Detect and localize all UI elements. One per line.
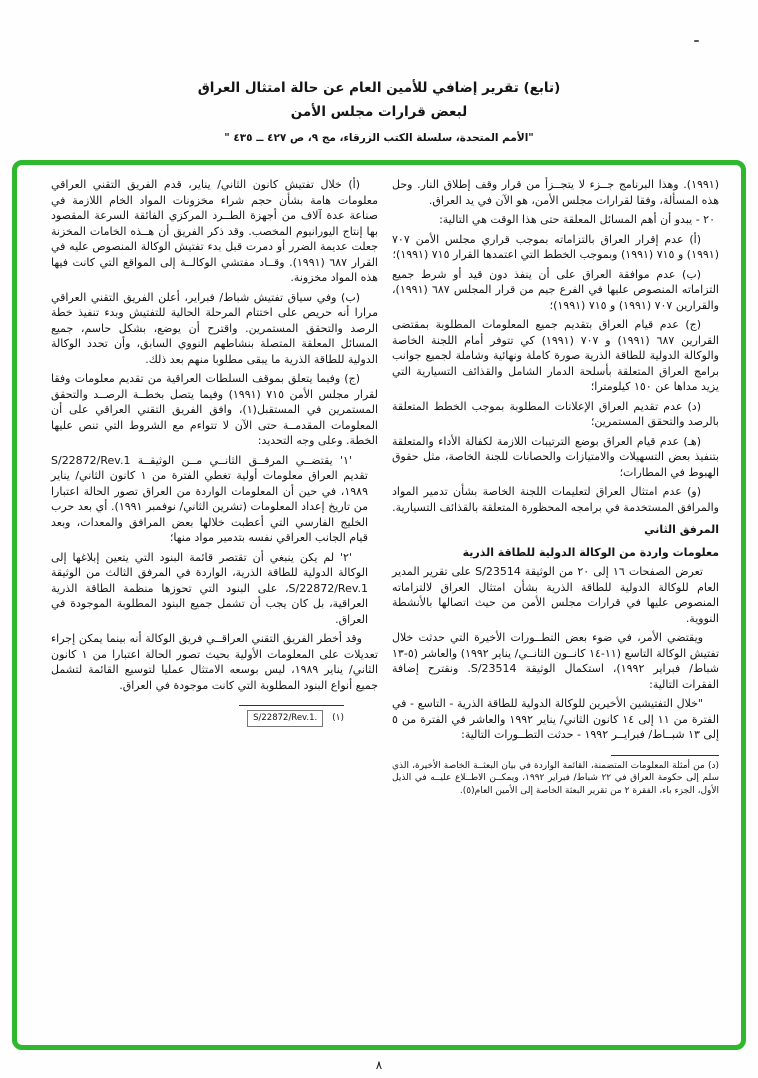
paragraph: ويقتضي الأمر، في ضوء بعض التطــورات الأخيرة التي حدثت خلال تفتيش الوكالة التاسع (١١-١٤ كانــون الثانــي/ يناير ١٩٩٢) والعاشر (٥-١٣ شباط/ فبراير ١٩٩٢)، استكمال الوثيقة S/23514. ونقترح إضافة الفقرات التالية: — [392, 631, 720, 691]
sub-list-item: '٢' لم يكن ينبغي أن تقتصر قائمة البنود التي يتعين إبلاغها إلى الوكالة الدولية للطاقة الذرية، الواردة في المرفق الثالث من الوثيقة S/22872/Rev.1، على البنود التي تحوزها منظمة الطاقة الذرية العراقية، بل كان يجب أن تشمل جميع البنود المطلوبة الموجودة في العراق. — [51, 550, 368, 626]
paragraph: "خلال التفتيشين الأخيرين للوكالة الدولية للطاقة الذرية - التاسع - في الفترة من ١١ إلى ١٤ كانون الثاني/ يناير ١٩٩٢ والعاشر في الفترة من ٥ إلى ١٣ شبــاط/ فبرايــر ١٩٩٢ - حدثت التطــورات التالية: — [392, 697, 720, 741]
list-item: (ب) وفي سياق تفتيش شباط/ فبراير، أعلن الفريق التقني العراقي مرارا أنه حريص على اختتام المرحلة الحالية للتفتيش وبدء تنفيذ خطة الرصد والتحقق المستمرين. واقترح أن يوضع، بشكل حاسم، جميع المسائل المعلقة المتصلة بنشاطهم النووي السابق، وأن تحدد الوكالة الدولية للطاقة الذرية ما يبقى مطلوبا منهم بعد ذلك. — [51, 290, 378, 366]
list-item: (ج) وفيما يتعلق بموقف السلطات العراقية من تقديم معلومات وفقا لقرار مجلس الأمن ٧١٥ (١٩٩١) وفيما يتصل بخطــة الرصــد والتحقق المستمرين في المستقبل(١)، وافق الفريق التقني العراقي على أن المعلومات المقدمــة حتى الآن لا تتواءم مع الشروط التي تنص عليها الخطة. وعلى وجه التحديد: — [51, 372, 379, 447]
paragraph: (١٩٩١). وهذا البرنامج جــزء لا يتجــزأ من قرار وقف إطلاق النار. وحل هذه المسألة، وفقا لقرارات مجلس الأمن، هو الآن في يد العراق. — [392, 178, 719, 207]
list-item: (ج) عدم قيام العراق بتقديم جميع المعلومات المطلوبة بمقتضى القرارين ٦٨٧ (١٩٩١) و ٧٠٧ (١٩٩١) كي تتوفر أمام اللجنة الخاصة والوكالة الدولية للطاقة الذرية صورة كاملة ونهائية وشاملة لجميع جوانب برامج العراق المتعلقة بأسلحة الدمار الشامل والقذائف التسيارية التي يزيد مداها عن ١٥٠ كيلومترا؛ — [392, 318, 719, 393]
left-column — [51, 177, 378, 731]
content-frame — [12, 160, 746, 1050]
list-item: (أ) عدم إقرار العراق بالتزاماته بموجب قراري مجلس الأمن ٧٠٧ (١٩٩١) و ٧١٥ (١٩٩١) وبموجب الخطط التي اعتمدها القرار ٧١٥ (١٩٩١)؛ — [392, 232, 719, 261]
list-item: (د) عدم تقديم العراق الإعلانات المطلوبة بموجب الخطط المتعلقة بالرصد والتحقق المستمرين؛ — [392, 399, 719, 428]
document-title-line1: (تابع) تقرير إضافي للأمين العام عن حالة امتثال العراق — [197, 80, 561, 96]
list-item: (و) عدم امتثال العراق لتعليمات اللجنة الخاصة بشأن تدمير المواد والمرافق المستخدمة في برامجه المحظورة المتعلقة بالقذائف التسيارية. — [392, 485, 719, 514]
paragraph: ٢٠ - يبدو أن أهم المسائل المعلقة حتى هذا الوقت هي التالية: — [439, 213, 715, 226]
annex-heading: المرفق الثاني — [644, 523, 719, 536]
footnote-marker: (١) — [332, 713, 344, 723]
footnote-reference: S/22872/Rev.1. — [247, 710, 323, 727]
footnote-rule — [239, 705, 344, 706]
two-column-layout — [51, 177, 719, 1033]
annex-subheading: معلومات واردة من الوكالة الدولية للطاقة الذرية — [462, 545, 719, 559]
list-item: (ب) عدم موافقة العراق على أن ينفذ دون قيد أو شرط جميع التزاماته المنصوص عليها في الفرع جيم من قرار المجلس ٦٨٧ (١٩٩١)، والقرارين ٧٠٧ (١٩٩١) و ٧١٥ (١٩٩١)؛ — [392, 267, 719, 312]
footnote-area — [87, 705, 344, 727]
right-column — [392, 177, 719, 801]
document-title-line2: لبعض قرارات مجلس الأمن — [290, 104, 468, 121]
footnote-area — [392, 755, 719, 798]
list-item: (هـ) عدم قيام العراق بوضع الترتيبات اللازمة لكفالة الأداء والمتعلقة بتنفيذ بعض التسهيلات والامتيازات والحصانات للجنة الخاصة، مثل حقوق الهبوط في المطارات؛ — [392, 434, 719, 479]
footnote-rule — [611, 755, 719, 756]
document-source-line: "الأمم المتحدة، سلسلة الكتب الزرقاء، مج ٩، ص ٤٢٧ ــ ٤٣٥ " — [224, 131, 534, 144]
paragraph: تعرض الصفحات ١٦ إلى ٢٠ من الوثيقة S/23514 على تقرير المدير العام للوكالة الدولية للطاقة الذرية بشأن امتثال العراق لالتزاماته المنصوص عليها في قرارات مجلس الأمن من حيث اتصالها بالأنشطة النووية. — [392, 565, 719, 625]
footnote-text — [87, 710, 344, 727]
list-item: (أ) خلال تفتيش كانون الثاني/ يناير، قدم الفريق التقني العراقي معلومات هامة بشأن حجم شراء مخزونات المواد الخام اللازمة في صناعة عدة آلاف من أجهزة الطــرد المركزي الفائقة السرعة المقصود بها إنتاج اليورانيوم المخصب. وقد ذكر الفريق أن هــذه الخامات المخزنة جعلت عديمة الضرر أو دمرت قبل بدء تفتيش الوكالة المنصوص عليه في القرار ٦٨٧ (١٩٩١). وقــاد مفتشي الوكالــة إلى المواقع التي كانت فيها هذه المواد مخزونة. — [51, 178, 378, 284]
scan-artifact-dot — [694, 40, 699, 42]
footnote-text: (د) من أمثلة المعلومات المتضمنة، القائمة الواردة في بيان البعثــة الخاصة الأخيرة، الذي سلم إلى حكومة العراق في ٢٢ شباط/ فبراير ١٩٩٢، ويمكــن الاطــلاع عليــه في الذيل الأول، الجزء باء، الفقرة ٢ من تقرير البعثة الخاصة إلى الأمين العام(٥). — [392, 760, 719, 796]
page-number: ٨ — [375, 1058, 383, 1072]
document-header — [0, 76, 758, 144]
paragraph: وقد أخطر الفريق التقني العراقــي فريق الوكالة أنه بينما يمكن إجراء تعديلات على المعلومات الأولية بحيث تصور الحالة اعتبارا من ١ كانون الثاني/ يناير ١٩٨٩، ليس بوسعه الامتثال عمليا لتوسيع القائمة لتشمل جميع أنواع البنود المطلوبة التي كانت موجودة في العراق. — [51, 632, 378, 692]
sub-list-item: '١' يقتضــي المرفــق الثانــي مــن الوثيقــة S/22872/Rev.1 تقديم العراق معلومات أولية تغطي الفترة من ١ كانون الثاني/ يناير ١٩٨٩، في حين أن المعلومات الواردة من العراق تصور الحالة اعتبارا من تاريخ إعداد المعلومات (تشرين الثاني/ نوفمبر ١٩٩١). أي بعد حرب الخليج الفارسي التي أعطبت خلالها بعض المرافق والمعدات، وبعد قيام الجانب العراقي نفسه بتدمير مواد منها؛ — [51, 453, 369, 544]
